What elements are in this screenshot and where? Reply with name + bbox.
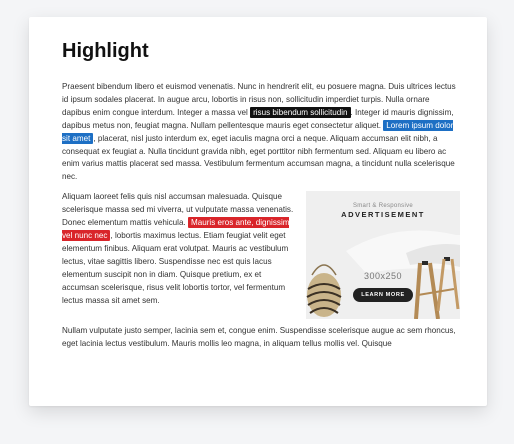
advertisement-banner[interactable] — [306, 191, 460, 319]
article-card — [29, 17, 487, 406]
paragraph-1-text-a: Praesent bibendum libero et euismod venenatis. Nunc in hendrerit elit, eu posuere magna. Duis ultrices lectus id ipsum sodales placerat. In augue arcu, lobortis in risus non, sollicitudin imperdiet turpis. Nulla ornare dapibus enim congue interdum. Integer a massa vel — [62, 82, 456, 117]
paragraph-2-text-b: , lobortis maximus lectus. Etiam feugiat velit eget elementum finibus. Aliquam erat volutpat. Mauris ac vestibulum lectus, vitae sagittis libero. Suspendisse nec est quis lacus elementum suscipit non in diam. Quisque pretium, ex et accumsan scelerisque, risus velit lobortis tortor, vel fermentum lectus massa sit amet sem. — [62, 230, 289, 305]
ad-size-label: 300x250 — [363, 271, 403, 282]
paragraph-3: Nullam vulputate justo semper, lacinia sem et, congue enim. Suspendisse scelerisque augue ac sem rhoncus, eget lacinia lectus vestibulum. Mauris mollis leo magna, in aliquam tellus mollis vel. Quisque — [62, 326, 456, 349]
ad-tagline: Smart & Responsive — [352, 203, 414, 210]
learn-more-button[interactable]: LEARN MORE — [353, 288, 413, 302]
paragraph-2-wrap — [62, 191, 460, 325]
highlight-red: Mauris eros ante, dignissim vel nunc nec — [62, 218, 290, 240]
ad-title: ADVERTISEMENT — [341, 210, 425, 220]
article-content — [62, 39, 460, 358]
paragraph-2-text-a: Aliquam laoreet felis quis nisl accumsan malesuada. Quisque scelerisque massa sed mi viverra, ut vulputate massa venenatis. Donec elementum mattis vehicula. — [62, 192, 294, 228]
highlight-blue: Lorem ipsum dolor sit amet — [62, 120, 454, 143]
paragraph-1-text-b: . Integer id mauris dignissim, dapibus metus non, feugiat magna. Nullam pellentesque mauris eget consectetur aliquet. — [62, 107, 454, 130]
highlight-black: risus bibendum sollicitudin — [250, 107, 350, 118]
page-title: Highlight — [62, 40, 149, 62]
paragraph-1 — [62, 81, 460, 184]
paragraph-1-text-c: , placerat, nisl justo interdum ex, eget iaculis magna orci a neque. Aliquam accumsan elit nibh, a consequat ex feugiat a. Nulla tincidunt gravida nibh, eget porttitor nibh fermentum sed. Aliquam eu libero ac enim varius mattis placerat sed massa. Vestibulum fermentum accumsan magna, a tincidunt nulla scelerisque nec. — [62, 133, 455, 182]
